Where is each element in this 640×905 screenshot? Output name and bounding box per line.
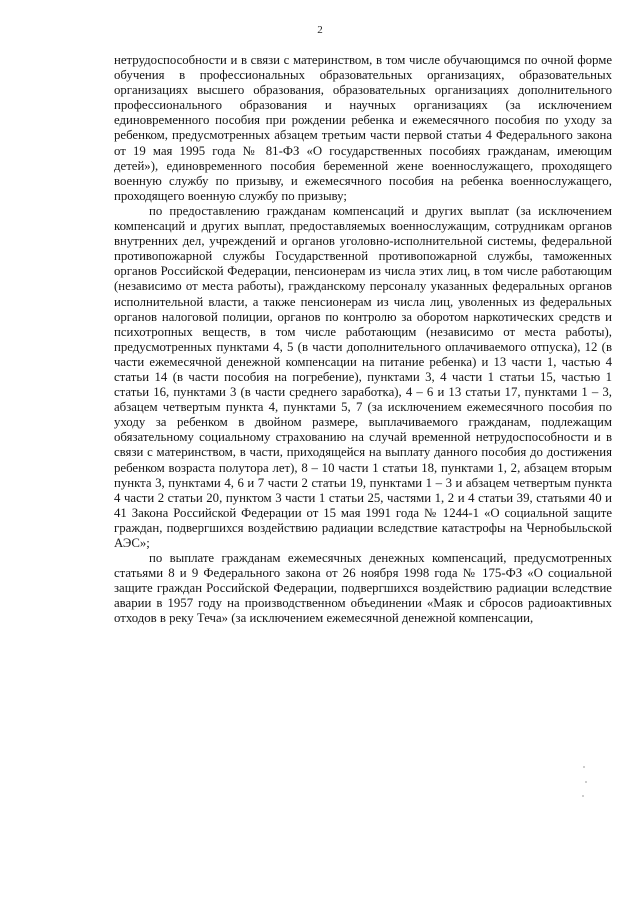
scan-artifact [583, 766, 585, 768]
page-number: 2 [317, 24, 323, 36]
scan-artifact [585, 781, 587, 783]
scan-artifact [582, 795, 584, 797]
paragraph-monthly-compensations: по выплате гражданам ежемесячных денежных компенсаций, предусмотренных статьями 8 и 9 Федерального закона от 26 ноября 1998 года № 175-ФЗ «О социальной защите граждан Российской Федерации, подвергшихся воздействию радиации вследствие аварии в 1957 году на производственном объединении «Маяк и сбросов радиоактивных отходов в реку Теча» (за исключением ежемесячной денежной компенсации, [114, 551, 612, 626]
document-body [114, 53, 612, 627]
paragraph-compensations: по предоставлению гражданам компенсаций и других выплат (за исключением компенсаций и других выплат, предоставляемых военнослужащим, сотрудникам органов внутренних дел, учреждений и органов уголовно-исполнительной системы, федеральной противопожарной службы Государственной противопожарной службы, таможенных органов Российской Федерации, пенсионерам из числа этих лиц, в том числе работающим (независимо от места работы), гражданскому персоналу указанных федеральных органов исполнительной власти, а также пенсионерам из числа лиц, уволенных из федеральных органов налоговой полиции, органов по контролю за оборотом наркотических средств и психотропных веществ, в том числе работающим (независимо от места работы), предусмотренных пунктами 4, 5 (в части дополнительного оплачиваемого отпуска), 12 (в части ежемесячной денежной компенсации на питание ребенка) и 13 части 1, частью 4 статьи 14 (в части пособия на погребение), пунктами 3, 4 части 1 статьи 15, частью 1 статьи 16, пунктами 3 (в части среднего заработка), 4 – 6 и 13 статьи 17, пунктами 1 – 3, абзацем четвертым пункта 4, пунктами 5, 7 (за исключением ежемесячного пособия по уходу за ребенком в двойном размере, выплачиваемого гражданам, подлежащим обязательному социальному страхованию на случай временной нетрудоспособности и в связи с материнством, в части, приходящейся на выплату данного пособия до достижения ребенком возраста полутора лет), 8 – 10 части 1 статьи 18, пунктами 1, 2, абзацем вторым пункта 3, пунктами 4, 6 и 7 части 2 статьи 19, пунктами 1 – 3 и абзацем четвертым пункта 4 части 2 статьи 20, пунктом 3 части 1 статьи 25, частями 1, 2 и 4 статьи 39, статьями 40 и 41 Закона Российской Федерации от 15 мая 1991 года № 1244-1 «О социальной защите граждан, подвергшихся воздействию радиации вследствие катастрофы на Чернобыльской АЭС»; [114, 203, 612, 550]
paragraph-continuation: нетрудоспособности и в связи с материнством, в том числе обучающимся по очной форме обучения в профессиональных образовательных организациях, образовательных организациях высшего образования, образовательных организациях дополнительного профессионального образования и научных организациях (за исключением единовременного пособия при рождении ребенка и ежемесячного пособия по уходу за ребенком, предусмотренных абзацем третьим части первой статьи 4 Федерального закона от 19 мая 1995 года № 81-ФЗ «О государственных пособиях гражданам, имеющим детей»), единовременного пособия беременной жене военнослужащего, проходящего военную службу по призыву, и ежемесячного пособия на ребенка военнослужащего, проходящего военную службу по призыву; [114, 53, 612, 203]
